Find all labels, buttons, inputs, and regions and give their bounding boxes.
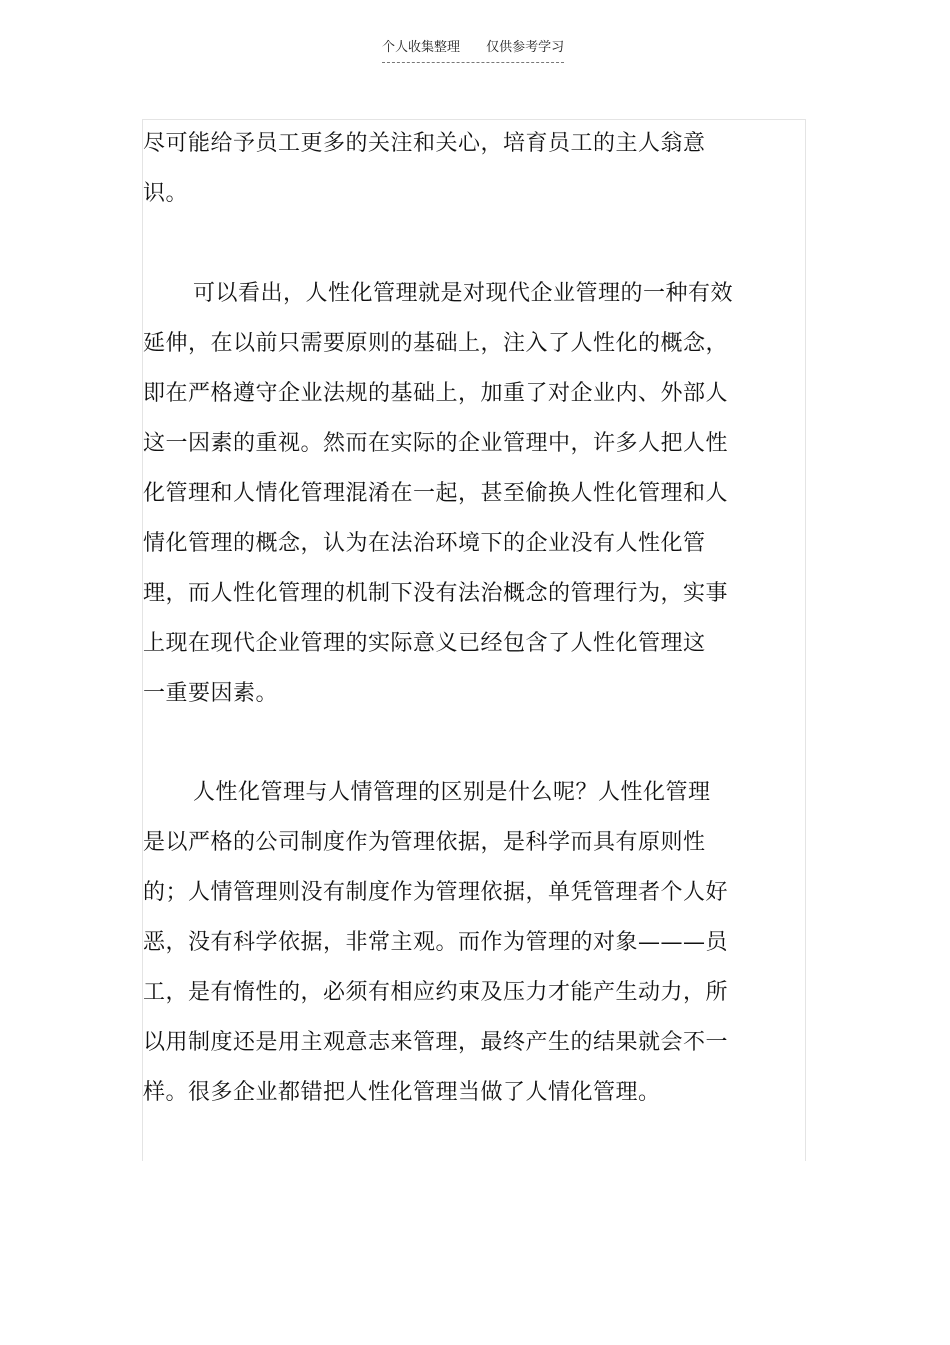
paragraph-line: 以用制度还是用主观意志来管理，最终产生的结果就会不一 <box>143 1030 729 1055</box>
paragraph-line: 是以严格的公司制度作为管理依据，是科学而具有原则性 <box>143 830 706 855</box>
paragraph-line: 情化管理的概念，认为在法治环境下的企业没有人性化管 <box>143 531 706 556</box>
paragraph-line: 这一因素的重视。然而在实际的企业管理中，许多人把人性 <box>143 431 729 456</box>
header-right-text: 仅供参考学习 <box>486 40 565 55</box>
paragraph-line: 尽可能给予员工更多的关注和关心，培育员工的主人翁意 <box>143 131 706 156</box>
paragraph-line: 上现在现代企业管理的实际意义已经包含了人性化管理这 <box>143 631 706 656</box>
page-header <box>382 40 564 63</box>
paragraph-line: 工，是有惰性的，必须有相应约束及压力才能产生动力，所 <box>143 980 729 1005</box>
paragraph-line: 识。 <box>143 181 189 206</box>
paragraph-line: 的；人情管理则没有制度作为管理依据，单凭管理者个人好 <box>143 880 729 905</box>
paragraph-1 <box>143 119 706 219</box>
paragraph-2 <box>143 269 733 719</box>
paragraph-line: 理，而人性化管理的机制下没有法治概念的管理行为，实事 <box>143 581 729 606</box>
paragraph-line: 即在严格遵守企业法规的基础上，加重了对企业内、外部人 <box>143 381 729 406</box>
paragraph-line: 样。很多企业都错把人性化管理当做了人情化管理。 <box>143 1080 661 1105</box>
header-left-text: 个人收集整理 <box>382 40 461 55</box>
paragraph-line: 延伸，在以前只需要原则的基础上，注入了人性化的概念， <box>143 331 729 356</box>
paragraph-line: 化管理和人情化管理混淆在一起，甚至偷换人性化管理和人 <box>143 481 729 506</box>
paragraph-3 <box>143 768 728 1118</box>
paragraph-line: 一重要因素。 <box>143 681 279 706</box>
paragraph-line: 可以看出，人性化管理就是对现代企业管理的一种有效 <box>193 281 734 306</box>
paragraph-line: 恶，没有科学依据，非常主观。而作为管理的对象———员 <box>143 930 729 955</box>
paragraph-line: 人性化管理与人情管理的区别是什么呢？人性化管理 <box>193 780 711 805</box>
